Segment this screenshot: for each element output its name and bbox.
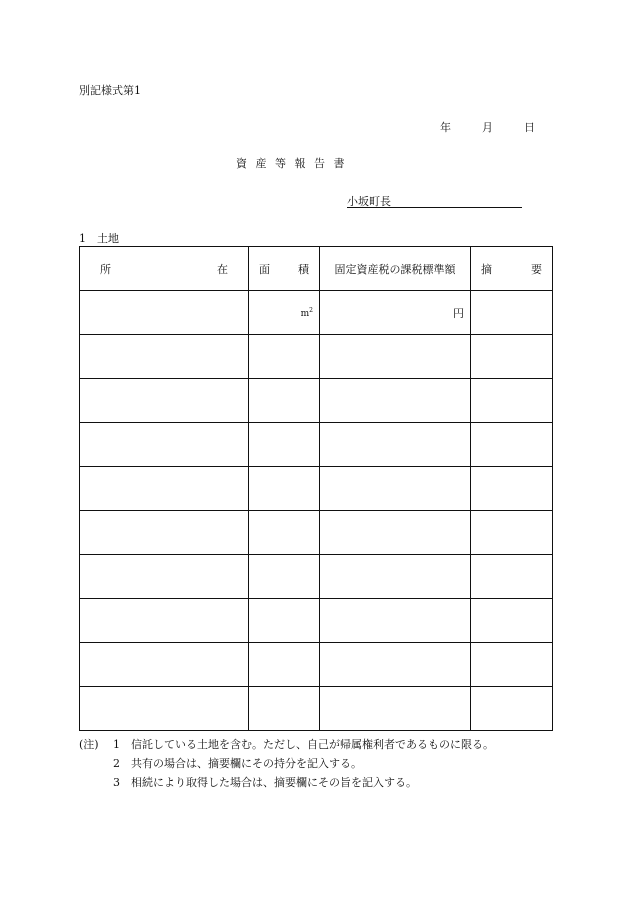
date-line (440, 119, 535, 135)
cell-location[interactable] (80, 379, 249, 423)
cell-tax-value[interactable] (320, 599, 471, 643)
cell-area[interactable] (249, 511, 320, 555)
cell-location[interactable] (80, 467, 249, 511)
note-prefix: (注) (79, 738, 99, 751)
cell-tax-value[interactable] (320, 555, 471, 599)
cell-area[interactable] (249, 599, 320, 643)
cell-area[interactable] (249, 335, 320, 379)
table-row (80, 643, 553, 687)
addressee: 小坂町長 (347, 193, 522, 208)
cell-area[interactable] (249, 467, 320, 511)
area-unit: $m^2$ (300, 307, 313, 319)
table-row (80, 511, 553, 555)
header-location: 所 在 (80, 247, 249, 291)
date-day: 日 (524, 121, 535, 134)
note-text: 信託している土地を含む。ただし、自己が帰属権利者であるものに限る。 (131, 738, 494, 751)
table-row (80, 467, 553, 511)
header-tax-value: 固定資産税の課税標準額 (320, 247, 471, 291)
cell-remarks[interactable] (471, 335, 553, 379)
table-row (80, 423, 553, 467)
cell-remarks[interactable] (471, 687, 553, 731)
table-row (80, 555, 553, 599)
cell-tax-value[interactable] (320, 423, 471, 467)
note-text: 共有の場合は、摘要欄にその持分を記入する。 (131, 757, 362, 770)
cell-area[interactable] (249, 687, 320, 731)
cell-tax-value[interactable] (320, 467, 471, 511)
cell-location[interactable] (80, 599, 249, 643)
cell-remarks[interactable] (471, 379, 553, 423)
table-row (80, 335, 553, 379)
header-area: 面 積 (249, 247, 320, 291)
cell-tax-value[interactable] (320, 687, 471, 731)
notes (79, 735, 494, 792)
cell-location[interactable] (80, 687, 249, 731)
land-table (79, 246, 553, 731)
cell-area[interactable] (249, 423, 320, 467)
cell-tax-value[interactable] (320, 379, 471, 423)
cell-tax-value[interactable] (320, 511, 471, 555)
cell-area[interactable] (249, 291, 320, 335)
cell-tax-value[interactable] (320, 643, 471, 687)
cell-tax-value[interactable] (320, 335, 471, 379)
header-remarks: 摘 要 (471, 247, 553, 291)
date-month: 月 (482, 121, 493, 134)
cell-location[interactable] (80, 335, 249, 379)
cell-remarks[interactable] (471, 291, 553, 335)
note-number: 1 (113, 738, 120, 751)
cell-remarks[interactable] (471, 555, 553, 599)
date-year: 年 (440, 121, 451, 134)
note-item (79, 773, 494, 792)
section-label: 1 土地 (79, 232, 119, 245)
table-row (80, 687, 553, 731)
table-row (80, 379, 553, 423)
cell-area[interactable] (249, 379, 320, 423)
cell-remarks[interactable] (471, 423, 553, 467)
cell-area[interactable] (249, 555, 320, 599)
cell-location[interactable] (80, 555, 249, 599)
form-number: 別記様式第1 (79, 84, 141, 97)
table-header-row (80, 247, 553, 291)
cell-location[interactable] (80, 423, 249, 467)
document-title: 資産等報告書 (236, 157, 353, 170)
note-item (79, 754, 494, 773)
cell-remarks[interactable] (471, 643, 553, 687)
yen-unit: 円 (453, 306, 464, 320)
cell-remarks[interactable] (471, 599, 553, 643)
note-number: 2 (113, 757, 120, 770)
note-number: 3 (113, 776, 120, 789)
cell-tax-value[interactable] (320, 291, 471, 335)
table-row (80, 291, 553, 335)
table-row (80, 599, 553, 643)
note-text: 相続により取得した場合は、摘要欄にその旨を記入する。 (131, 776, 417, 789)
note-item (79, 735, 494, 754)
cell-remarks[interactable] (471, 511, 553, 555)
cell-location[interactable] (80, 291, 249, 335)
cell-remarks[interactable] (471, 467, 553, 511)
cell-location[interactable] (80, 643, 249, 687)
cell-area[interactable] (249, 643, 320, 687)
cell-location[interactable] (80, 511, 249, 555)
